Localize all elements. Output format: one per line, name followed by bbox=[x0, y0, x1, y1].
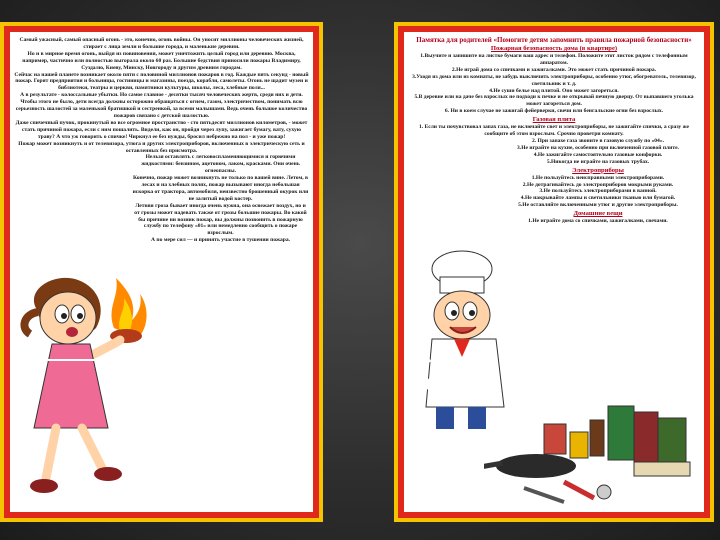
gas-rule-2: 2. При запахе газа звоните в газовую службу по «04». bbox=[531, 137, 664, 144]
girl-with-fire-illustration bbox=[16, 268, 186, 508]
memo-title: Памятка для родителей «Помогите детям запомнить правила пожарной безопасности» bbox=[416, 36, 692, 44]
electric-rule-5: 5.Не оставляйте включенными утюг и другие электроприборы. bbox=[518, 202, 678, 209]
right-poster-page bbox=[404, 32, 704, 512]
home-rule-3: 3.Уходя из дома или из комнаты, не забудь выключить электроприборы, особенно утюг, обогреватель, телевизор, светильник и т. д. bbox=[412, 73, 696, 87]
left-paragraph-2: Но и в мирное время огонь, выйдя из повиновения, может уничтожить целый город или деревню. Москва, например, частично или полностью выгорала около 60 раз. Большие бедствия приносили пожары Владимиру, Суздалю, Киеву, Минску, Новгороду и другим древним городам. bbox=[22, 50, 301, 71]
gas-rule-1: 1. Если ты почувствовал запах газа, не включайте свет и электроприборы, не зажигайте спички, а сразу же сообщите об этом взрослым. Срочно проветри комнату. bbox=[418, 124, 689, 138]
section-heading-electric: Электроприборы bbox=[572, 166, 624, 174]
home-rule-5: 5.В деревне или на даче без взрослых не подходи к печке и не открывай печную дверцу. От выпавшего уголька может загореться дом. bbox=[414, 94, 694, 108]
frying-pan-icon bbox=[484, 454, 576, 478]
electric-rule-2: 2.Не дотрагивайтесь до электроприборов мокрыми руками. bbox=[522, 181, 674, 188]
left-paragraph-1: Самый ужасный, самый опасный огонь - это, конечно, огонь войны. Он уносит миллионы человеческих жизней, стирает с лица земли и большие города, и маленькие деревни. bbox=[19, 37, 304, 50]
section-heading-gas: Газовая плита bbox=[532, 116, 576, 124]
gas-rule-4: 4.Не зажигайте самостоятельно газовые конфорки. bbox=[533, 151, 663, 158]
right-poster-text bbox=[408, 36, 700, 225]
right-poster bbox=[394, 22, 714, 522]
left-paragraph-3: Сейчас на нашей планете возникает около пяти с половиной миллионов пожаров в год. Каждые пять секунд - новый пожар. Горят предприятия и больницы, гостиницы и магазины, поезда, корабли, самолеты. Огонь не щадит музеи и библиотеки, театры и церкви, памятники культуры, школы, леса, хлебные поля... bbox=[14, 71, 309, 92]
books-icon bbox=[608, 406, 690, 476]
electric-rule-4: 4.Не накрывайте лампы и светильники тканью или бумагой. bbox=[520, 195, 676, 202]
home-rule-2: 2.Не играй дома со спичками и зажигалками. Это может стать причиной пожара. bbox=[451, 66, 657, 73]
left-poster bbox=[0, 22, 323, 522]
cans-icon bbox=[544, 420, 604, 458]
left-paragraph-6: Даже спичечный пучок, прокинутый во все огромное пространство - сто пятьдесят миллионов километров, - может стать причиной пожара, если с ним пошалить. Видели, как он, пройдя через лупу, зажигает бумагу, вату, сухую траву? А что уж говорить о спичке! Чиркнул ее без нужды, бросил небрежно на пол - и уже пожар! bbox=[15, 119, 308, 140]
left-paragraph-5: Чтобы этого не было, дети всегда должны осторожно обращаться с огнем, газом, электричеством, понимать всю серьезность шалостей за маленькой братишкой и сестренкой, за всеми малышами. Ведь очень большое количество пожаров связано с детской шалостью. bbox=[15, 99, 308, 119]
chef-hat-icon bbox=[432, 251, 492, 293]
home-rule-1: 1.Выучите и запишите на листке бумаги ваш адрес и телефон. Положите этот листок рядом с телефонным аппаратом. bbox=[420, 53, 688, 66]
section-heading-home: Пожарная безопасность дома (в квартире) bbox=[490, 45, 618, 52]
kitchen-items-illustration bbox=[484, 362, 704, 512]
household-rule-1: 1.Не играйте дома со спичками, зажигалками, свечами. bbox=[528, 218, 668, 225]
home-rule-6: 6. Ни в коем случае не зажигай фейерверки, свечи или бенгальские огни без взрослых. bbox=[444, 108, 664, 115]
electric-rule-1: 1.Не пользуйтесь неисправными электроприборами. bbox=[531, 174, 665, 181]
left-poster-text bbox=[14, 37, 309, 244]
gas-rule-5: 5.Никогда не играйте на газовых трубах. bbox=[546, 158, 650, 165]
left-paragraph-11: Летняя гроза бывает иногда очень нужна, она освежает воздух, но и от грозы может надевать также от грозы большие пожары. Во какой бы причине ни возник пожар, вы должны позвонить в пожарную службу по телефону «01» или немедленно сообщить о пожаре взрослым. bbox=[134, 202, 307, 237]
left-paragraph-12: А по мере сил — и принять участие в тушении пожара. bbox=[150, 237, 291, 244]
electric-rule-3: 3.Не пользуйтесь электроприборами в ванной. bbox=[539, 188, 657, 195]
section-heading-household: Домашние вещи bbox=[573, 210, 623, 218]
left-paragraph-9: Конечно, пожар может возникнуть не только по вашей вине. Летом, в лесах и на хлебных полях, пожар вызывают иногда небольшая искорка от трактора, автомобиля, неизвестно брошенный окурок или не залитый водой костер. bbox=[132, 175, 309, 202]
fire-icon bbox=[110, 278, 147, 343]
tools-icon bbox=[524, 482, 611, 502]
left-paragraph-8: Нельзя оставлять с легковоспламеняющимися и горючими жидкостями: бензином, ацетоном, лаком, красками. Они очень огнеопасны. bbox=[141, 154, 300, 175]
left-paragraph-7: Пожар может возникнуть и от телевизора, утюга и других электроприборов, включенных в электрическую сеть и оставленных без присмотра. bbox=[18, 140, 305, 154]
left-poster-page bbox=[10, 32, 313, 512]
home-rule-4: 4.Не суши белье над плитой. Оно может загореться. bbox=[489, 87, 619, 94]
left-paragraph-4: А в результате - колоссальные убытки. Но самое главное - десятки тысяч человеческих жертв, среди них и дети. bbox=[20, 92, 303, 99]
gas-rule-3: 3.Не играйте на кухне, особенно при включенной газовой плите. bbox=[517, 144, 679, 151]
